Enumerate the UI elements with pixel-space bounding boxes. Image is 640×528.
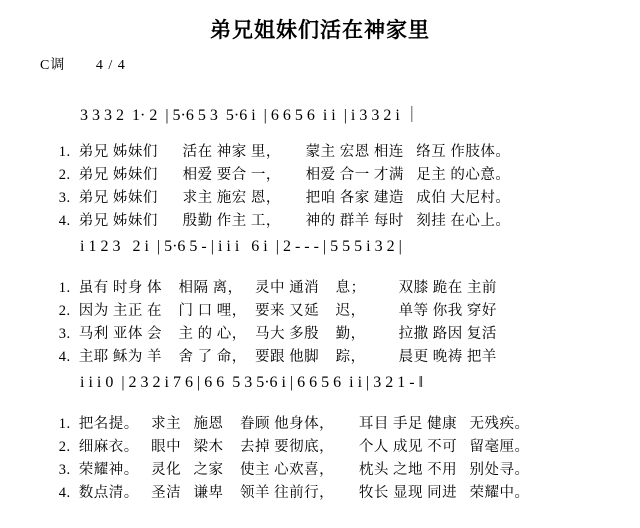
lyric-line	[0, 254, 640, 296]
verse-number: 2.	[58, 439, 71, 455]
notation-text-1: 3 3 3 2 1· 2 | 5·6 5 3 5·6 i | 6 6 5 6 i i | i 3 3 2 i ｜	[80, 107, 420, 124]
lyric-text: 弟兄 姊妹们 相爱 要合 一， 相爱 合一 才满 足主 的心意。	[78, 167, 511, 183]
lyric-text: 虽有 时身 体 相隔 离， 灵中 通消 息； 双膝 跪在 主前	[78, 280, 497, 296]
verse-number: 2.	[58, 167, 71, 183]
verse-number: 3.	[58, 462, 71, 478]
lyric-text: 弟兄 姊妹们 活在 神家 里， 蒙主 宏恩 相连 络互 作肢体。	[78, 144, 511, 160]
lyric-text: 把名提。 求主 施恩 眷顾 他身体， 耳目 手足 健康 无残疾。	[78, 416, 530, 432]
verse-number: 4.	[58, 349, 71, 365]
notation-row-1	[0, 84, 640, 124]
notation-text-2: i 1 2 3 2 i | 5·6 5 - | i i i 6 i | 2 - - - | 5 5 5 i 3 2 |	[80, 238, 402, 255]
verse-number: 3.	[58, 326, 71, 342]
lyric-text: 弟兄 姊妹们 求主 施宏 恩， 把咱 各家 建造 成伯 大尼村。	[78, 190, 511, 206]
score-meta	[0, 54, 640, 74]
lyric-text: 弟兄 姊妹们 殷勤 作主 工， 神的 群羊 每时 刻挂 在心上。	[78, 213, 511, 229]
lyric-line	[0, 390, 640, 432]
lyric-text: 因为 主正 在 门 口 哩， 要来 又延 迟， 单等 你我 穿好	[78, 303, 497, 319]
notation-row-2	[0, 220, 640, 254]
system-1	[0, 84, 640, 229]
lyric-text: 马利 亚体 会 主 的 心， 马大 多殷 勤， 拉撒 路因 复活	[78, 326, 497, 342]
system-2	[0, 220, 640, 365]
verse-number: 4.	[58, 485, 71, 501]
notation-row-3	[0, 356, 640, 390]
key-signature: C调	[40, 58, 66, 73]
verse-number: 2.	[58, 303, 71, 319]
verse-number: 3.	[58, 190, 71, 206]
lyric-text: 荣耀神。 灵化 之家 使主 心欢喜， 枕头 之地 不用 别处寻。	[78, 462, 530, 478]
time-signature: 4 / 4	[95, 58, 126, 73]
lyric-text: 主耶 稣为 羊 舍 了 命， 要跟 他脚 踪， 晨更 晚祷 把羊	[78, 349, 497, 365]
system-3	[0, 356, 640, 501]
verse-number: 4.	[58, 213, 71, 229]
notation-text-3: i i i 0 | 2 3 2 i 7 6 | 6 6 5 3 5·6 i | 6 6 5 6 i i | 3 2 1 - ‖	[80, 374, 424, 391]
verse-number: 1.	[58, 144, 71, 160]
verse-number: 1.	[58, 280, 71, 296]
lyric-text: 数点清。 圣洁 谦卑 领羊 往前行， 牧长 显现 同进 荣耀中。	[78, 485, 530, 501]
lyric-text: 细麻衣。 眼中 梁木 去掉 要彻底， 个人 成见 不可 留毫厘。	[78, 439, 530, 455]
verse-number: 1.	[58, 416, 71, 432]
page-title: 弟兄姐妹们活在神家里	[210, 18, 430, 42]
